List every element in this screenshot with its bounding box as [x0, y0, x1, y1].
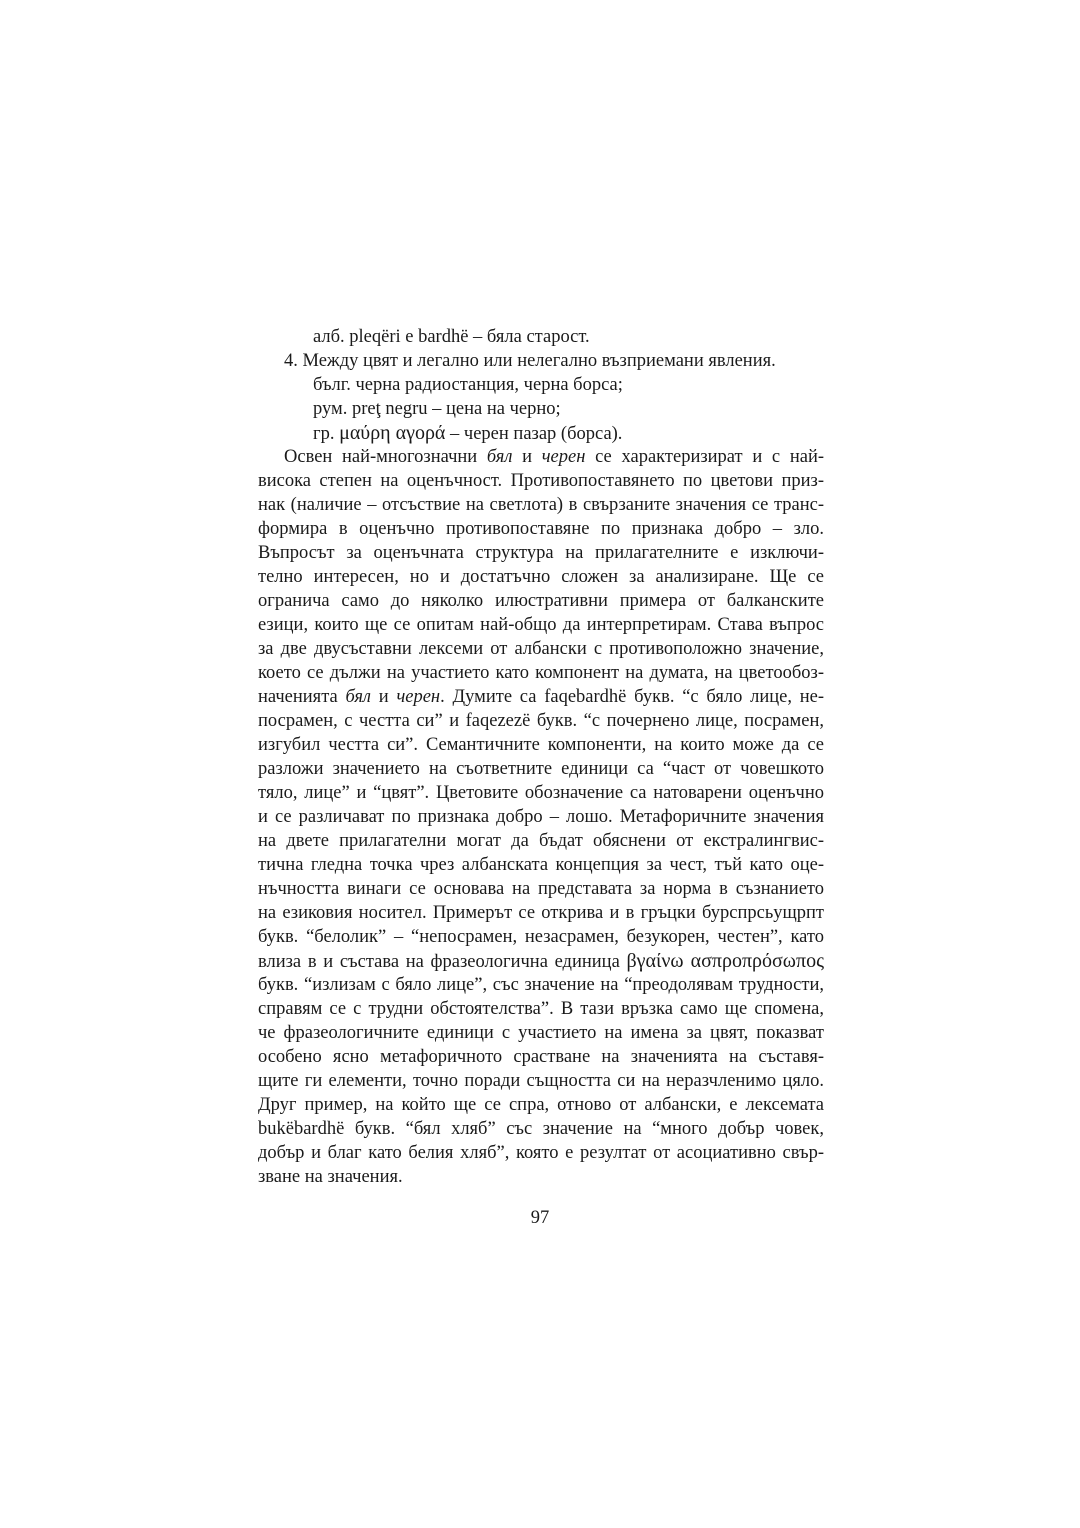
greek-gloss: – черен пазар (борса). — [450, 424, 623, 444]
paragraph-line: формира в оценъчно противопоставяне по признака добро – зло. — [258, 519, 824, 539]
paragraph-line: справям се с трудни обстоятелства”. В тази връзка само ще спомена, — [258, 999, 824, 1019]
paragraph-line: телно интересен, но и достатъчно сложен за анализиране. Ще се — [258, 567, 824, 587]
italic-term: бял — [345, 687, 371, 707]
paragraph-line: разложи значението на съответните единици са “част от човешкото — [258, 759, 824, 779]
greek-phrase: μαύρη αγορά — [339, 422, 446, 444]
paragraph-line: нъчността винаги се основава на представата за норма в съзнанието — [258, 879, 824, 899]
paragraph-line — [258, 685, 824, 709]
text-run: и — [378, 687, 389, 707]
paragraph-line — [284, 445, 824, 469]
paragraph-line: което се дължи на участието като компонент на думата, на цветообоз- — [258, 663, 824, 683]
example-line-albanian: алб. pleqëri e bardhë – бяла старост. — [313, 327, 590, 347]
paragraph-last-line: зване на значения. — [258, 1167, 403, 1187]
paragraph-line: Друг пример, на който ще се спра, отново от албански, е лексемата — [258, 1095, 824, 1115]
paragraph-line: нак (наличие – отсъствие на светлота) в свързаните значения се транс- — [258, 495, 824, 515]
paragraph-line: на двете прилагателни могат да бъдат обяснени от екстралингвис- — [258, 831, 824, 851]
text-run: . Думите са faqebardhë букв. “с бяло лице, не- — [440, 687, 825, 707]
text-run: наченията — [258, 687, 338, 707]
paragraph-line: и се различават по признака добро – лошо. Метафоричните значения — [258, 807, 824, 827]
paragraph-line: добър и благ като белия хляб”, която е резултат от асоциативно свър- — [258, 1143, 824, 1163]
paragraph-line: тяло, лице” и “цвят”. Цветовите обозначение са натоварени оценъчно — [258, 783, 824, 803]
paragraph-line: тична гледна точка чрез албанската концепция за чест, тъй като оце- — [258, 855, 824, 875]
paragraph-line: за две двусъставни лексеми от албански с противоположно значение, — [258, 639, 824, 659]
example-line-bulgarian: бълг. черна радиостанция, черна борса; — [313, 375, 623, 395]
list-item-4: 4. Между цвят и легално или нелегално възприемани явления. — [284, 351, 776, 371]
paragraph-line: че фразеологичните единици с участието на имена за цвят, показват — [258, 1023, 824, 1043]
paragraph-line: посрамен, с честта си” и faqezezë букв. “с почернено лице, посрамен, — [258, 711, 824, 731]
example-line-greek — [313, 421, 824, 445]
greek-phrase: βγαίνω ασπροπρόσωπος — [626, 950, 824, 972]
paragraph-line — [258, 949, 824, 973]
page-number: 97 — [530, 1208, 550, 1228]
greek-prefix: гр. — [313, 424, 335, 444]
text-run: и — [522, 447, 533, 467]
italic-term: черен — [541, 447, 586, 467]
example-line-romanian: рум. preţ negru – цена на черно; — [313, 399, 561, 419]
text-run: се характеризират и с най- — [595, 447, 825, 467]
text-run: Освен най-многозначни — [284, 447, 478, 467]
paragraph-line: ограничa само до няколко илюстративни примера от балканските — [258, 591, 824, 611]
paragraph-line: Въпросът за оценъчната структура на прилагателните е изключи- — [258, 543, 824, 563]
italic-term: бял — [486, 447, 513, 467]
paragraph-line: особено ясно метафоричното срастване на значенията на съставя- — [258, 1047, 824, 1067]
paragraph-line: bukëbardhë букв. “бял хляб” със значение на “много добър човек, — [258, 1119, 824, 1139]
paragraph-line: букв. “белолик” – “непосрамен, незасрамен, безукорен, честен”, като — [258, 927, 824, 947]
italic-term: черен — [396, 687, 441, 707]
text-run: влиза в и състава на фразеологична единица — [258, 952, 620, 972]
paragraph-line: езици, които ще се опитам най-общо да интерпретирам. Става въпрос — [258, 615, 824, 635]
paragraph-line: букв. “излизам с бяло лице”, със значение на “преодолявам трудности, — [258, 975, 824, 995]
paragraph-line: на езиковия носител. Примерът се открива и в гръцки бурспрсьущрпт — [258, 903, 824, 923]
paragraph-line: щите ги елементи, точно поради същността си на неразчленимо цяло. — [258, 1071, 824, 1091]
paragraph-line: висока степен на оценъчност. Противопоставянето по цветови приз- — [258, 471, 824, 491]
paragraph-line: изгубил честта си”. Семантичните компоненти, на които може да се — [258, 735, 824, 755]
